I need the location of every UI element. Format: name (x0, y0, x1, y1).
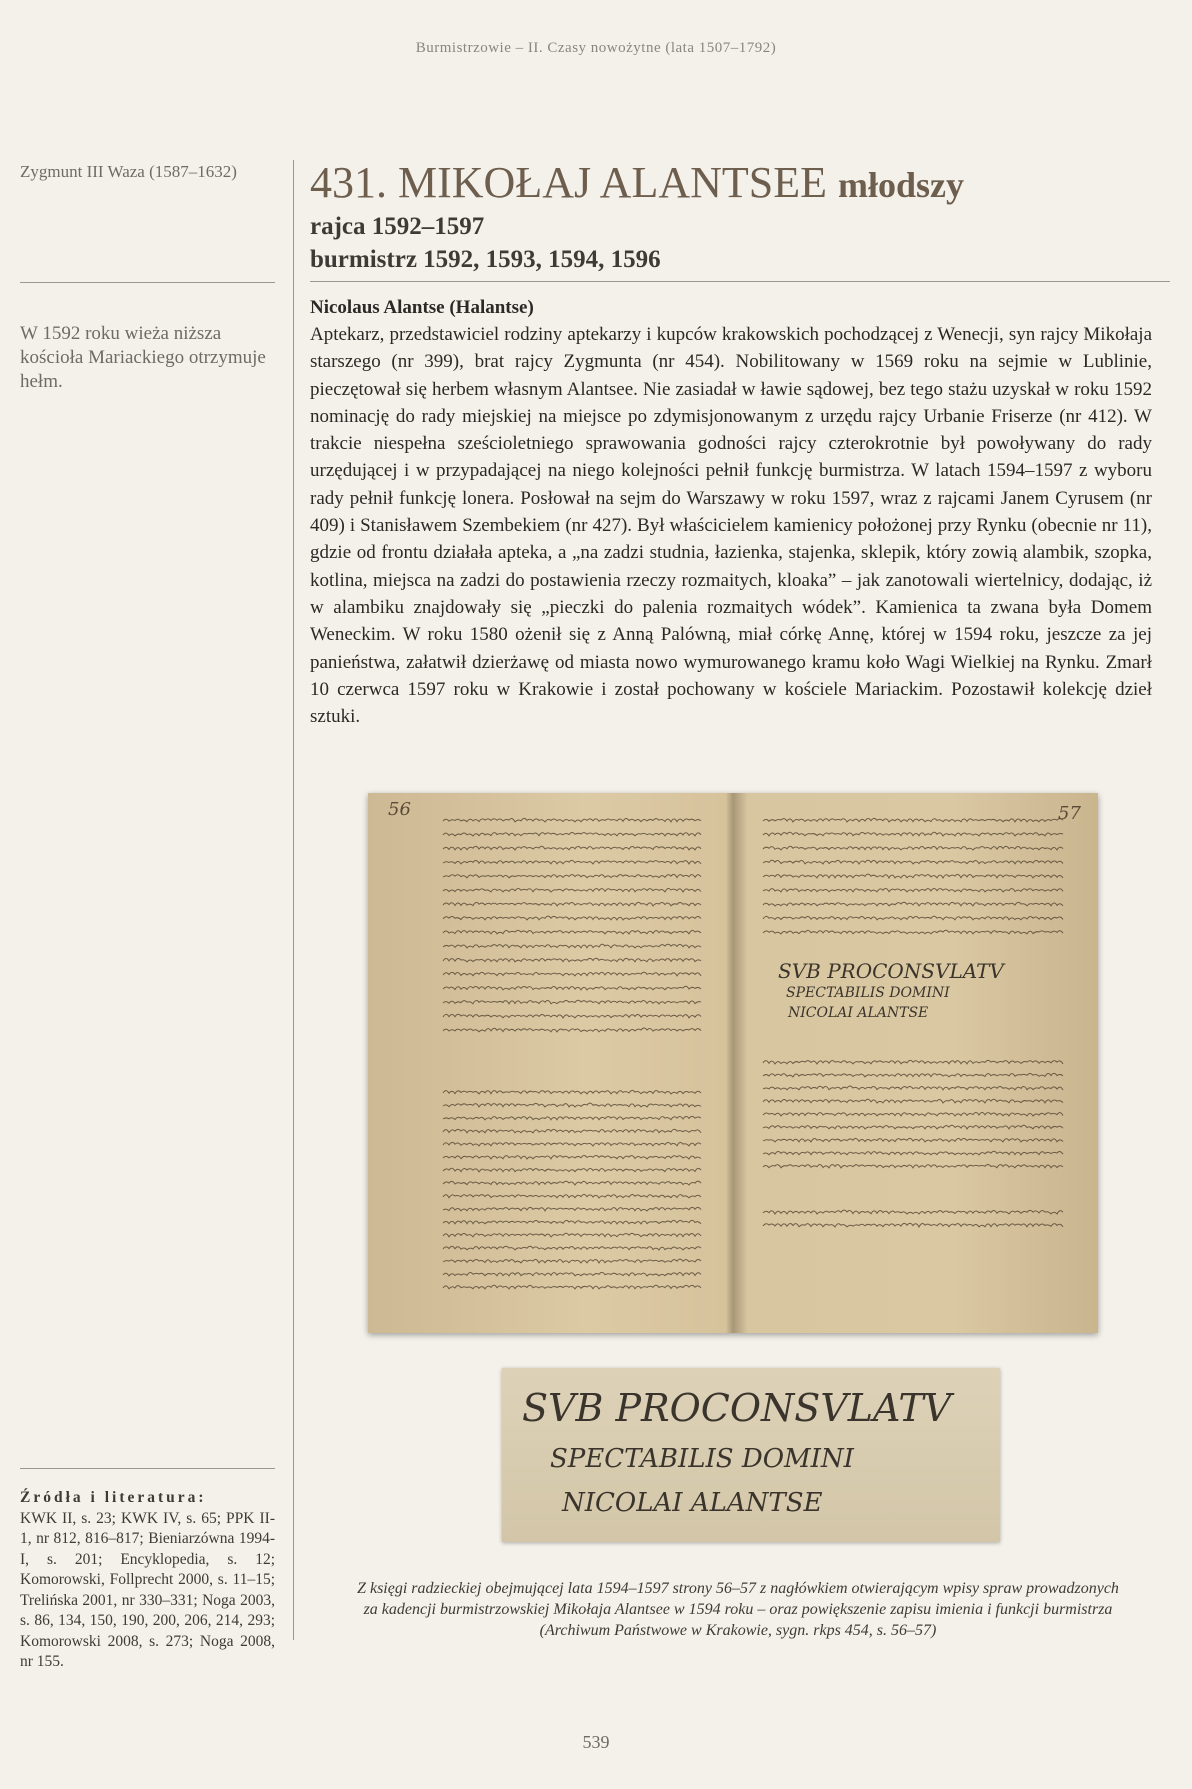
handwriting-line (763, 1099, 1063, 1103)
handwriting-line (443, 1155, 701, 1159)
sources-title: Źródła i literatura: (20, 1489, 207, 1506)
handwriting-line (443, 1028, 701, 1032)
biography (310, 294, 1152, 730)
handwriting-line (443, 1116, 701, 1119)
handwriting-line (763, 832, 1063, 836)
handwriting-line (763, 1210, 1063, 1214)
handwriting-line (763, 818, 1063, 822)
manuscript-handwriting (368, 793, 1098, 1333)
handwriting-line (763, 1165, 1063, 1168)
biography-text: Aptekarz, przedstawiciel rodziny aptekarzy i kupców krakowskich pochodzącej z Wenecji, syn rajcy Mikołaja starszego (nr 399), brat rajcy Zygmunta (nr 454). Nobilitowany w 1569 roku na sejmie w Lublinie, pieczętował się herbem własnym Alantsee. Nie zasiadał w ławie sądowej, bez tego stażu uzyskał w roku 1592 nominację do rady miejskiej na miejsce po zdymisjonowanym z urzędu rajcy Urbanie Friserze (nr 412). W trakcie niespełna sześcioletniego sprawowania godności rajcy czterokrotnie był powoływany do rady urzędującej i w przypadającej na niego kolejności pełnił funkcję burmistrza. W latach 1594–1597 z wyboru rady pełnił funkcję lonera. Posłował na sejm do Warszawy w roku 1597, wraz z rajcami Janem Cyrusem (nr 409) i Stanisławem Szembekiem (nr 427). Był właścicielem kamienicy położonej przy Rynku (obecnie nr 11), gdzie od frontu działała apteka, a „na zadzi studnia, łazienka, stajenka, sklepik, który zowią alambik, szopka, kotlina, miejsca na zadzi do postawienia rzeczy rozmaitych, kloaka” – jak zanotowali wiertelnicy, dodając, iż w alambiku znajdowały się „pieczki do palenia rozmaitych wódek”. Kamienica ta zwana była Domem Weneckim. W roku 1580 ożenił się z Anną Palówną, miał córkę Annę, której w 1594 roku, jeszcze za jej panieństwa, załatwił dzierżawę od miasta nowo wymurowanego kramu koło Wagi Wielkiej na Rynku. Zmarł 10 czerwca 1597 roku w Krakowie i został pochowany w kościele Mariackim. Pozostawił kolekcję dzieł sztuki. (310, 324, 1152, 728)
handwriting-line (443, 1142, 701, 1146)
figure-caption (320, 1578, 1156, 1641)
manuscript-heading-line2: SPECTABILIS DOMINI (786, 985, 950, 1001)
handwriting-line (763, 860, 1063, 864)
handwriting-line (763, 889, 1063, 892)
handwriting-line (443, 1285, 701, 1289)
handwriting-line (443, 1246, 701, 1250)
reign-label: Zygmunt III Waza (1587–1632) (20, 162, 237, 181)
handwriting-line (443, 1272, 701, 1276)
handwriting-line (443, 916, 701, 920)
handwriting-line (443, 1014, 701, 1018)
sidebar-note: W 1592 roku wieża niższa kościoła Mariackiego otrzymuje hełm. (20, 323, 266, 392)
folio-right: 57 (1058, 803, 1081, 824)
sources-divider (20, 1468, 275, 1469)
enlarged-line2: SPECTABILIS DOMINI (550, 1444, 854, 1474)
caption-line1: Z księgi radzieckiej obejmującej lata 1594–1597 strony 56–57 z nagłówkiem otwierającym wpisy spraw prowadzonych (357, 1580, 1119, 1597)
handwriting-line (443, 1207, 701, 1211)
running-head: Burmistrzowie – II. Czasy nowożytne (lata 1507–1792) (415, 40, 777, 56)
handwriting-line (443, 972, 701, 976)
header-divider (310, 281, 1170, 282)
handwriting-line (763, 1112, 1063, 1116)
entry-epithet: młodszy (837, 165, 964, 205)
handwriting-line (763, 1060, 1063, 1064)
heading-enlargement (502, 1368, 1000, 1542)
handwriting-line (443, 818, 701, 822)
handwriting-line (763, 1086, 1063, 1090)
handwriting-line (443, 944, 701, 948)
entry-number-name: 431. MIKOŁAJ ALANTSEE (310, 158, 827, 207)
handwriting-line (763, 1125, 1063, 1129)
entry-title (310, 158, 1170, 210)
enlarged-line1: SVB PROCONSVLATV (522, 1386, 952, 1430)
handwriting-line (443, 986, 701, 990)
handwriting-line (443, 1000, 701, 1004)
manuscript-heading-line1: SVB PROCONSVLATV (778, 959, 1004, 983)
handwriting-line (443, 1168, 701, 1172)
handwriting-line (443, 1129, 701, 1133)
handwriting-line (443, 846, 701, 850)
handwriting-line (763, 916, 1063, 920)
office-rajca: rajca 1592–1597 (310, 213, 485, 240)
caption-line3: (Archiwum Państwowe w Krakowie, sygn. rkps 454, s. 56–57) (539, 1622, 937, 1639)
handwriting-line (763, 1151, 1063, 1155)
handwriting-line (443, 874, 701, 877)
handwriting-line (443, 1103, 701, 1107)
handwriting-line (443, 1233, 701, 1237)
handwriting-line (443, 860, 701, 864)
handwriting-line (443, 888, 701, 892)
handwriting-line (443, 1090, 701, 1094)
handwriting-line (763, 874, 1063, 878)
folio-left: 56 (388, 799, 411, 820)
sources-text: KWK II, s. 23; KWK IV, s. 65; PPK II-1, nr 812, 816–817; Bieniarzówna 1994-I, s. 201; Encyklopedia, s. 12; Komorowski, Follprecht 2000, s. 11–15; Trelińska 2001, nr 330–331; Noga 2003, s. 86, 134, 150, 190, 200, 206, 214, 293; Komorowski 2008, s. 273; Noga 2008, nr 155. (20, 1509, 275, 1670)
page-number: 539 (582, 1732, 610, 1752)
enlarged-line3: NICOLAI ALANTSE (562, 1488, 823, 1518)
caption-line2: za kadencji burmistrzowskiej Mikołaja Alantsee w 1594 roku – oraz powiększenie zapisu imienia i funkcji burmistrza (363, 1601, 1113, 1618)
sources (20, 1488, 275, 1673)
handwriting-line (443, 1220, 701, 1224)
handwriting-line (763, 1138, 1063, 1142)
handwriting-line (443, 1195, 701, 1198)
handwriting-line (763, 1223, 1063, 1227)
manuscript-heading-line3: NICOLAI ALANTSE (788, 1005, 929, 1021)
handwriting-line (443, 1181, 701, 1185)
handwriting-line (443, 930, 701, 934)
handwriting-line (443, 1259, 701, 1263)
handwriting-line (763, 902, 1063, 906)
handwriting-line (443, 902, 701, 906)
handwriting-line (763, 930, 1063, 934)
latin-name: Nicolaus Alantse (Halantse) (310, 297, 534, 318)
sidebar-divider (20, 282, 275, 283)
manuscript-photo (368, 793, 1098, 1333)
handwriting-line (443, 958, 701, 962)
handwriting-line (443, 833, 701, 836)
handwriting-line (763, 846, 1063, 850)
office-burmistrz: burmistrz 1592, 1593, 1594, 1596 (310, 246, 661, 273)
handwriting-line (763, 1073, 1063, 1077)
column-divider (293, 160, 294, 1640)
entry-header (310, 158, 1170, 276)
